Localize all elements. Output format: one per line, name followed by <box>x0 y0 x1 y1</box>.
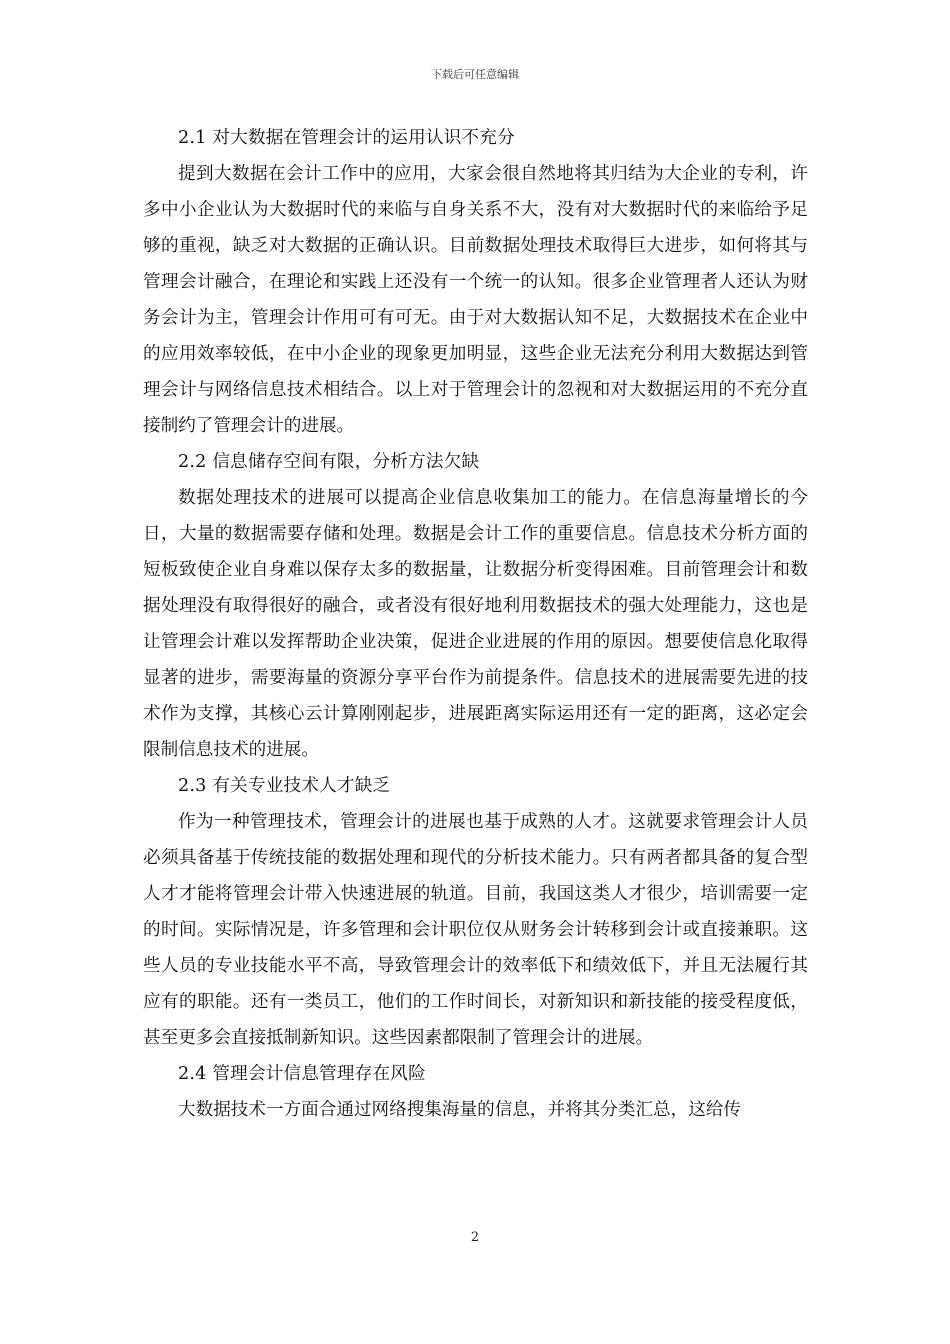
page-number: 2 <box>470 1230 480 1245</box>
page-header: 下载后可任意编辑 <box>431 68 519 81</box>
section-paragraph: 大数据技术一方面合通过网络搜集海量的信息，并将其分类汇总，这给传 <box>178 1100 742 1120</box>
document-body <box>143 120 808 1128</box>
section-paragraph: 数据处理技术的进展可以提高企业信息收集加工的能力。在信息海量增长的今日，大量的数据需要存储和处理。数据是会计工作的重要信息。信息技术分析方面的短板致使企业自身难以保存太多的数据量，让数据分析变得困难。目前管理会计和数据处理没有取得很好的融合，或者没有很好地利用数据技术的强大处理能力，这也是让管理会计难以发挥帮助企业决策，促进企业进展的作用的原因。想要使信息化取得显著的进步，需要海量的资源分享平台作为前提条件。信息技术的进展需要先进的技术作为支撑，其核心云计算刚刚起步，进展距离实际运用还有一定的距离，这必定会限制信息技术的进展。 <box>143 488 808 760</box>
section-paragraph: 作为一种管理技术，管理会计的进展也基于成熟的人才。这就要求管理会计人员必须具备基于传统技能的数据处理和现代的分析技术能力。只有两者都具备的复合型人才才能将管理会计带入快速进展的轨道。目前，我国这类人才很少，培训需要一定的时间。实际情况是，许多管理和会计职位仅从财务会计转移到会计或直接兼职。这些人员的专业技能水平不高，导致管理会计的效率低下和绩效低下，并且无法履行其应有的职能。还有一类员工，他们的工作时间长，对新知识和新技能的接受程度低，甚至更多会直接抵制新知识。这些因素都限制了管理会计的进展。 <box>143 812 808 1048</box>
section-paragraph: 提到大数据在会计工作中的应用，大家会很自然地将其归结为大企业的专利，许多中小企业认为大数据时代的来临与自身关系不大，没有对大数据时代的来临给予足够的重视，缺乏对大数据的正确认识。目前数据处理技术取得巨大进步，如何将其与管理会计融合，在理论和实践上还没有一个统一的认知。很多企业管理者人还认为财务会计为主，管理会计作用可有可无。由于对大数据认知不足，大数据技术在企业中的应用效率较低，在中小企业的现象更加明显，这些企业无法充分利用大数据达到管理会计与网络信息技术相结合。以上对于管理会计的忽视和对大数据运用的不充分直接制约了管理会计的进展。 <box>143 164 808 436</box>
section-heading: 2.3 有关专业技术人才缺乏 <box>178 776 391 796</box>
section-heading: 2.2 信息储存空间有限，分析方法欠缺 <box>178 452 480 472</box>
section-heading: 2.4 管理会计信息管理存在风险 <box>178 1064 426 1084</box>
section-heading: 2.1 对大数据在管理会计的运用认识不充分 <box>178 128 515 148</box>
